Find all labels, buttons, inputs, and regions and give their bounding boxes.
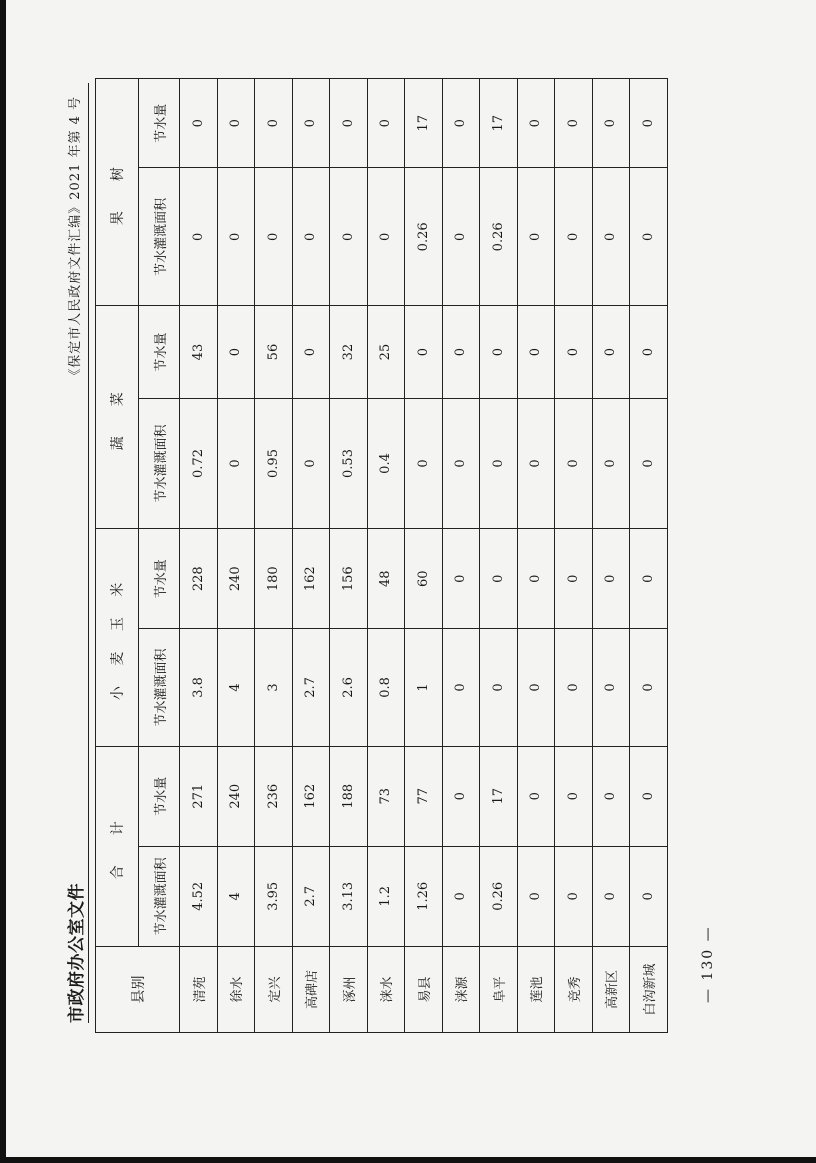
area-cell: 0 [517,846,555,946]
water-saving-table [95,78,668,1033]
water-saved-cell: 73 [367,746,405,846]
water-saved-cell: 0 [517,306,555,399]
table-row [480,79,518,1033]
county-cell: 定兴 [255,946,293,1032]
water-saved-cell: 162 [292,529,330,629]
water-saved-cell: 236 [255,746,293,846]
area-cell: 0.26 [480,846,518,946]
sub-header-water: 节水量 [139,79,180,168]
area-cell: 0.53 [330,398,368,528]
area-cell: 4 [217,629,255,746]
county-cell: 白沟新城 [630,946,668,1032]
water-saved-cell: 17 [480,79,518,168]
table-row [630,79,668,1033]
water-saved-cell: 0 [555,746,593,846]
area-cell: 0.26 [480,168,518,306]
area-cell: 0 [330,168,368,306]
area-cell: 0 [367,168,405,306]
water-saved-cell: 162 [292,746,330,846]
water-saved-cell: 0 [630,306,668,399]
water-saved-cell: 77 [405,746,443,846]
area-cell: 0 [555,629,593,746]
table-row [330,79,368,1033]
water-saved-cell: 0 [442,746,480,846]
water-saved-cell: 0 [630,746,668,846]
water-saved-cell: 60 [405,529,443,629]
table-row [180,79,218,1033]
water-saved-cell: 0 [405,306,443,399]
water-saved-cell: 17 [480,746,518,846]
water-saved-cell: 0 [517,529,555,629]
sub-header-area: 节水灌溉面积 [139,168,180,306]
area-cell: 1.26 [405,846,443,946]
area-cell: 0 [442,168,480,306]
area-cell: 0 [592,846,630,946]
county-cell: 竞秀 [555,946,593,1032]
area-cell: 0 [555,398,593,528]
sub-header-area: 节水灌溉面积 [139,846,180,946]
area-cell: 0 [592,168,630,306]
area-cell: 3.95 [255,846,293,946]
water-saved-cell: 0 [517,746,555,846]
area-cell: 0 [555,168,593,306]
water-saved-cell: 0 [442,306,480,399]
area-cell: 0 [217,168,255,306]
water-saved-cell: 32 [330,306,368,399]
table-row [217,79,255,1033]
water-saved-cell: 0 [592,529,630,629]
table-row [555,79,593,1033]
water-saved-cell: 0 [592,79,630,168]
area-cell: 0 [517,168,555,306]
water-saved-cell: 0 [592,746,630,846]
water-saved-cell: 0 [217,79,255,168]
area-cell: 4 [217,846,255,946]
water-saved-cell: 0 [180,79,218,168]
water-saved-cell: 0 [480,529,518,629]
water-saved-cell: 0 [442,529,480,629]
area-cell: 0 [255,168,293,306]
group-header-vegetables: 蔬 菜 [96,306,139,529]
table-row [517,79,555,1033]
group-header-total: 合 计 [96,746,139,946]
area-cell: 4.52 [180,846,218,946]
water-saved-cell: 180 [255,529,293,629]
document-issuer-title: 市政府办公室文件 [67,883,87,1023]
area-cell: 0.26 [405,168,443,306]
area-cell: 0 [630,168,668,306]
water-saved-cell: 0 [480,306,518,399]
sub-header-area: 节水灌溉面积 [139,398,180,528]
area-cell: 1.2 [367,846,405,946]
area-cell: 3.13 [330,846,368,946]
sub-header-water: 节水量 [139,746,180,846]
county-cell: 高新区 [592,946,630,1032]
table-body [180,79,668,1033]
water-saved-cell: 0 [292,79,330,168]
water-saved-cell: 228 [180,529,218,629]
water-saved-cell: 48 [367,529,405,629]
area-cell: 2.6 [330,629,368,746]
county-cell: 涿州 [330,946,368,1032]
county-cell: 莲池 [517,946,555,1032]
water-saved-cell: 156 [330,529,368,629]
area-cell: 0 [292,168,330,306]
table-row [367,79,405,1033]
page-number: — 130 — [700,925,716,1003]
area-cell: 0.95 [255,398,293,528]
county-cell: 徐水 [217,946,255,1032]
county-cell: 涞水 [367,946,405,1032]
group-header-row [96,79,139,1033]
sub-header-water: 节水量 [139,306,180,399]
water-saved-cell: 0 [555,306,593,399]
water-saved-cell: 56 [255,306,293,399]
table-row [292,79,330,1033]
county-cell: 阜平 [480,946,518,1032]
area-cell: 3 [255,629,293,746]
area-cell: 3.8 [180,629,218,746]
area-cell: 0 [292,398,330,528]
area-cell: 0.4 [367,398,405,528]
compilation-title: 《保定市人民政府文件汇编》2021 年第 4 号 [68,96,83,382]
water-saved-cell: 0 [367,79,405,168]
county-cell: 涞源 [442,946,480,1032]
group-header-wheat-corn: 小 麦 玉 米 [96,529,139,747]
area-cell: 0.72 [180,398,218,528]
water-saved-cell: 0 [517,79,555,168]
area-cell: 0 [592,398,630,528]
area-cell: 0 [217,398,255,528]
area-cell: 0 [517,398,555,528]
water-saved-cell: 43 [180,306,218,399]
water-saved-cell: 0 [630,529,668,629]
water-saved-cell: 0 [330,79,368,168]
area-cell: 0 [442,629,480,746]
header-rule [88,83,89,1023]
area-cell: 0 [630,629,668,746]
water-saved-cell: 0 [555,79,593,168]
area-cell: 0.8 [367,629,405,746]
county-cell: 清苑 [180,946,218,1032]
sub-header-area: 节水灌溉面积 [139,629,180,746]
water-saved-cell: 271 [180,746,218,846]
table-row [255,79,293,1033]
area-cell: 0 [592,629,630,746]
water-saved-cell: 188 [330,746,368,846]
sub-header-row [139,79,180,1033]
water-saved-cell: 0 [555,529,593,629]
county-column-header: 县别 [96,946,180,1032]
water-saved-cell: 0 [292,306,330,399]
area-cell: 0 [405,398,443,528]
county-cell: 高碑店 [292,946,330,1032]
area-cell: 0 [480,629,518,746]
area-cell: 0 [480,398,518,528]
water-saved-cell: 240 [217,746,255,846]
county-cell: 易县 [405,946,443,1032]
table-row [592,79,630,1033]
area-cell: 0 [630,398,668,528]
group-header-fruit-trees: 果 树 [96,79,139,306]
table-row [442,79,480,1033]
area-cell: 1 [405,629,443,746]
area-cell: 2.7 [292,846,330,946]
sub-header-water: 节水量 [139,529,180,629]
area-cell: 0 [555,846,593,946]
water-saved-cell: 0 [255,79,293,168]
area-cell: 0 [442,846,480,946]
area-cell: 2.7 [292,629,330,746]
area-cell: 0 [517,629,555,746]
table-row [405,79,443,1033]
water-saved-cell: 17 [405,79,443,168]
water-saved-cell: 25 [367,306,405,399]
area-cell: 0 [442,398,480,528]
water-saved-cell: 0 [217,306,255,399]
water-saved-cell: 0 [442,79,480,168]
area-cell: 0 [630,846,668,946]
water-saved-cell: 0 [630,79,668,168]
water-saved-cell: 0 [592,306,630,399]
area-cell: 0 [180,168,218,306]
water-saved-cell: 240 [217,529,255,629]
